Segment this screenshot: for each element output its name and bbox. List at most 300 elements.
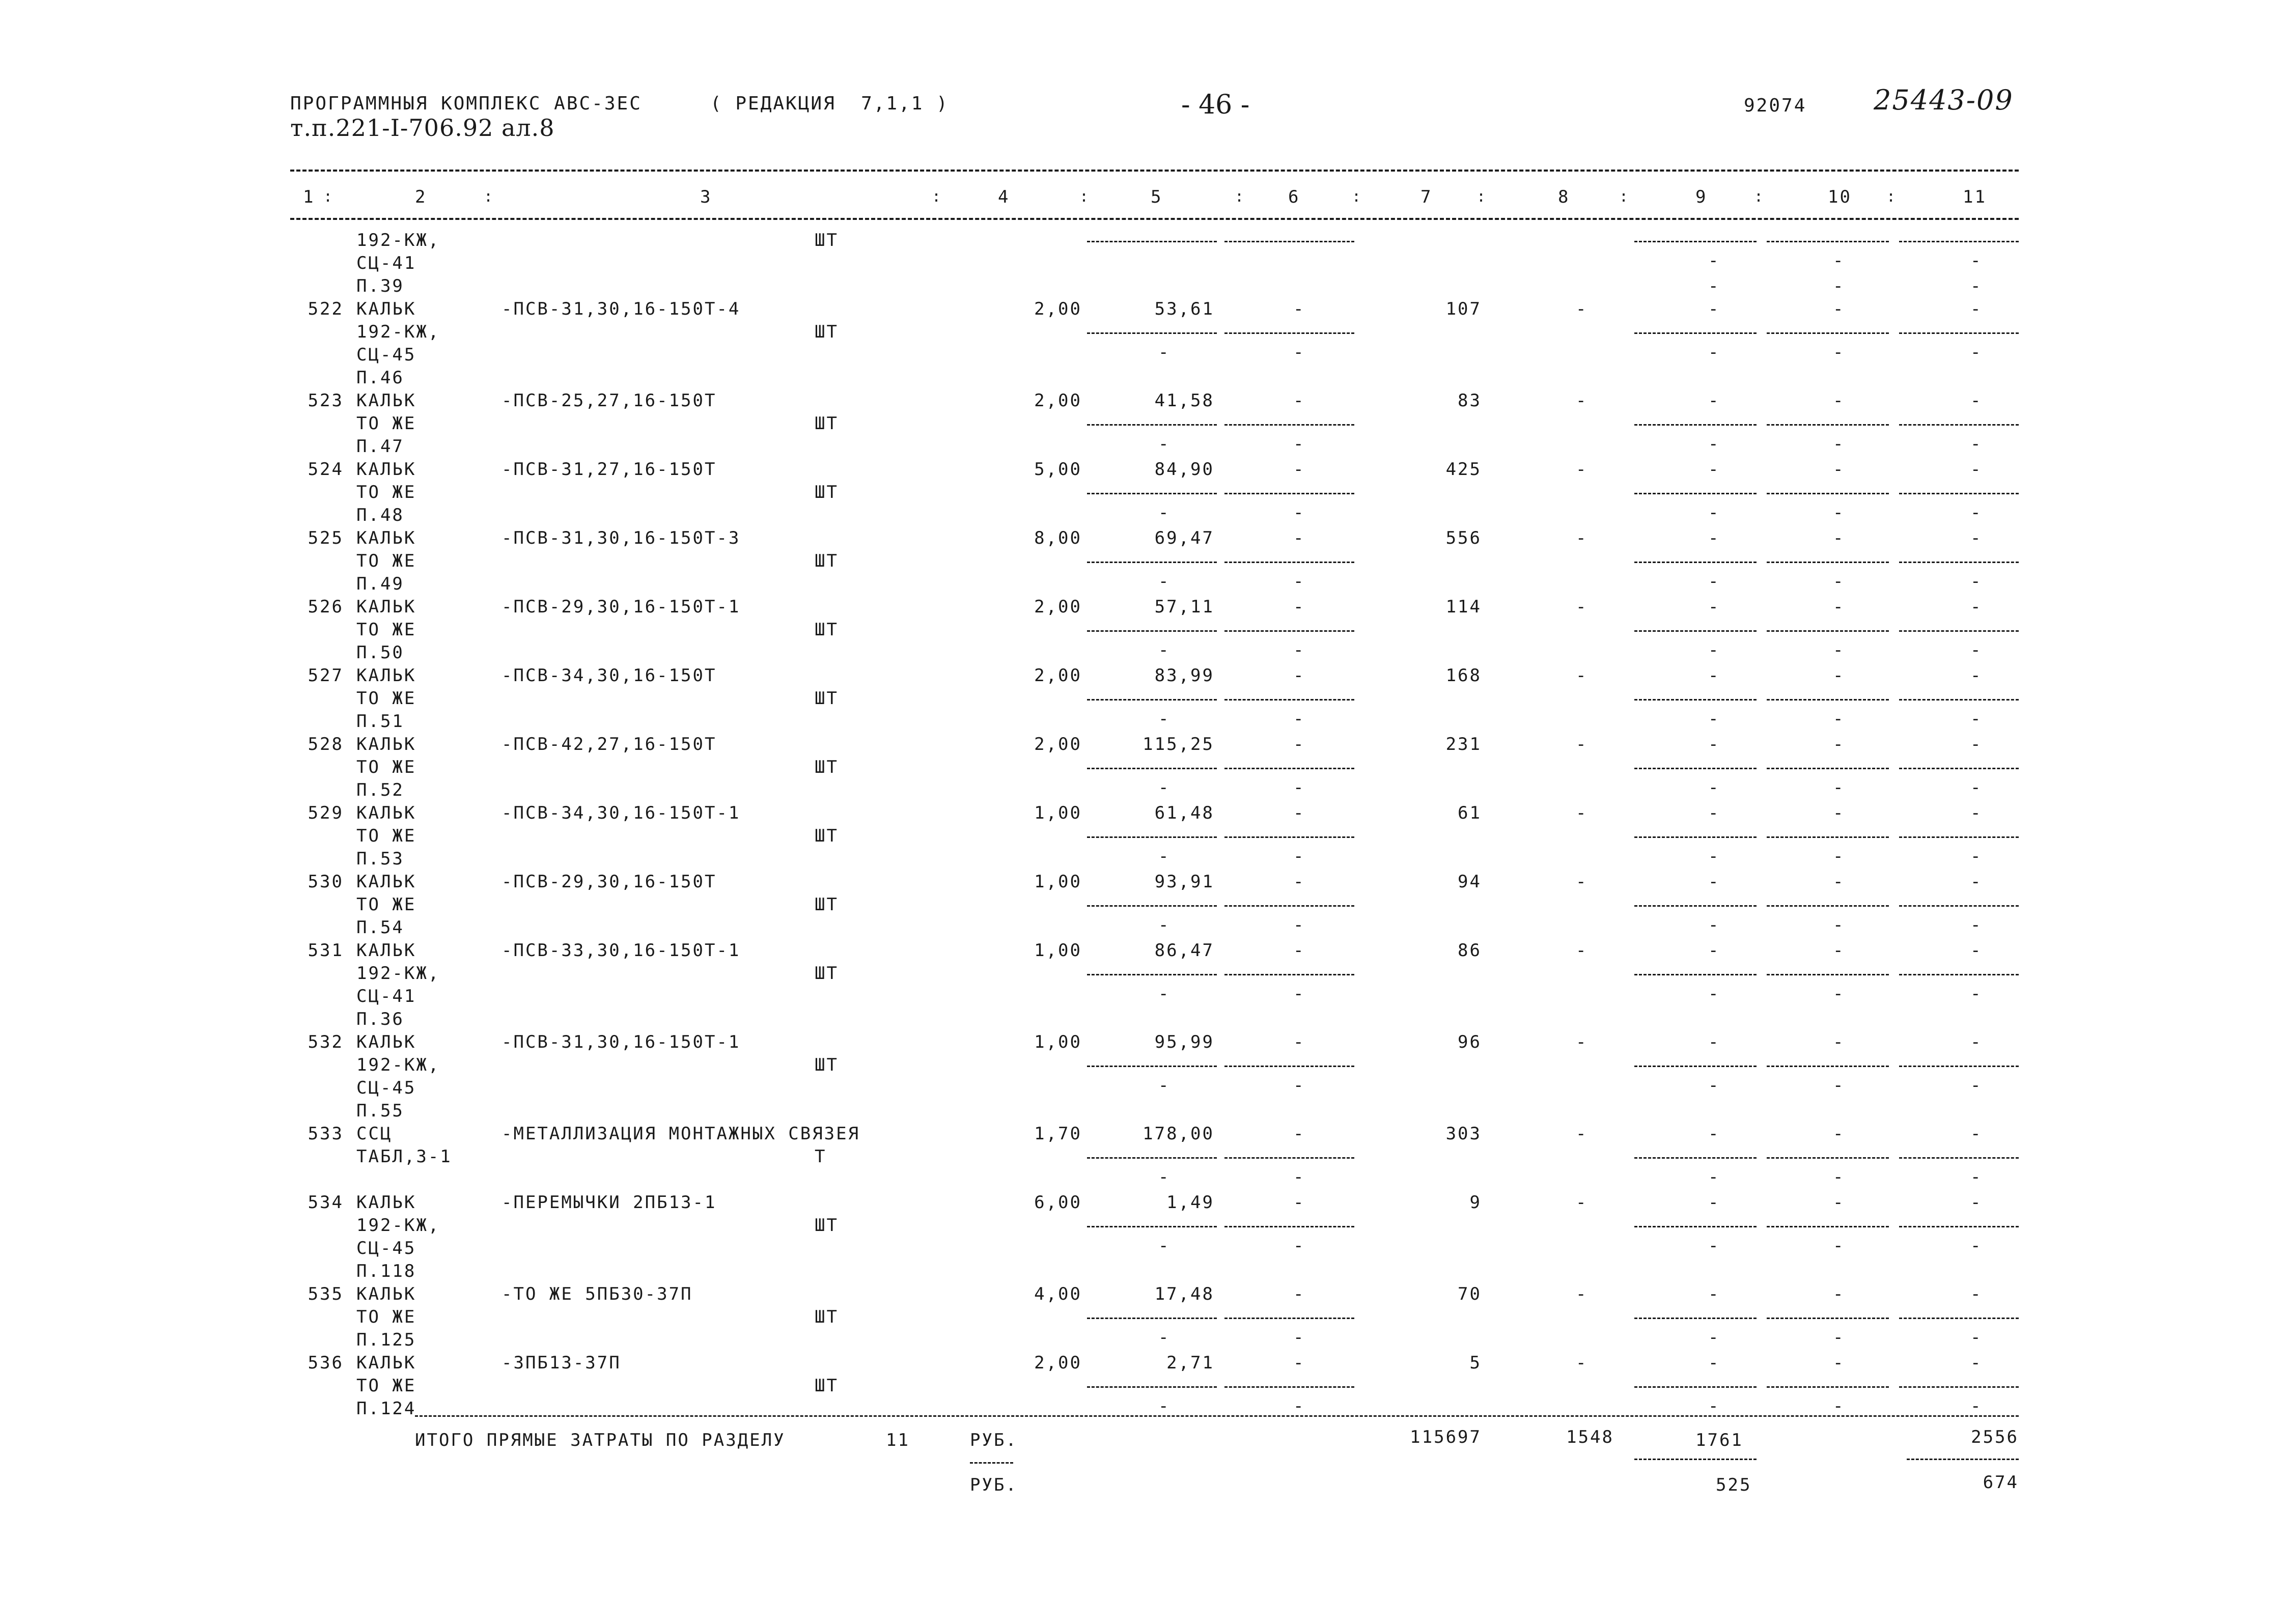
cell-rule — [1634, 905, 1757, 907]
row-sub-col10: - — [1833, 571, 1845, 592]
row-sub-col6: - — [1293, 1075, 1305, 1096]
row-col9: - — [1708, 940, 1720, 961]
cell-rule — [1087, 836, 1217, 838]
row-unit-price: 86,47 — [1154, 940, 1214, 961]
row-col11: - — [1970, 1284, 1983, 1304]
row-unit: ШТ — [815, 1376, 839, 1396]
row-col9: - — [1708, 528, 1720, 548]
row-unit-price: 83,99 — [1154, 665, 1214, 686]
row-quantity: 2,00 — [1034, 597, 1082, 617]
column-header: 8 — [1558, 187, 1570, 207]
cell-rule — [1899, 1066, 2019, 1067]
row-sub-col5: - — [1158, 846, 1171, 866]
row-description: -ПСВ-31,30,16-150Т-1 — [501, 1032, 741, 1052]
column-header: 1 — [303, 187, 315, 207]
column-separator: : — [1352, 188, 1363, 206]
row-quantity: 1,00 — [1034, 940, 1082, 961]
row-unit: ШТ — [815, 963, 839, 984]
row-description: -3ПБ13-37П — [501, 1353, 621, 1373]
cell-rule — [1767, 1386, 1889, 1388]
row-total: 9 — [1469, 1192, 1482, 1213]
row-sub-col10: - — [1833, 777, 1845, 798]
row-sub-col9: - — [1708, 434, 1720, 454]
row-quantity: 1,00 — [1034, 803, 1082, 823]
cell-rule — [1767, 332, 1889, 334]
row-col6: - — [1293, 299, 1305, 319]
row-col10: - — [1833, 665, 1845, 686]
row-col9: - — [1708, 665, 1720, 686]
row-col10: - — [1833, 734, 1845, 754]
cell-rule — [1899, 241, 2019, 242]
row-description: -ПСВ-29,30,16-150Т — [501, 872, 717, 892]
row-col11: - — [1970, 665, 1983, 686]
row-sub-col9: - — [1708, 1075, 1720, 1096]
row-col11: - — [1970, 940, 1983, 961]
cell-rule — [1087, 1386, 1217, 1388]
cell-rule — [1767, 1157, 1889, 1159]
row-col9: - — [1708, 1353, 1720, 1373]
total-section-number: 11 — [886, 1430, 910, 1450]
row-col9: - — [1708, 803, 1720, 823]
row-description: -ПСВ-31,27,16-150Т — [501, 459, 717, 480]
cell-rule — [1767, 424, 1889, 426]
row-sub-col11: - — [1970, 915, 1983, 935]
row-total: 303 — [1445, 1124, 1482, 1144]
row-code-line: КАЛЬК — [356, 1032, 416, 1052]
cell-rule — [1767, 1318, 1889, 1319]
row-quantity: 2,00 — [1034, 390, 1082, 411]
total-label: ИТОГО ПРЯМЫЕ ЗАТРАТЫ ПО РАЗДЕЛУ — [415, 1430, 786, 1450]
cell-rule — [1899, 562, 2019, 563]
row-quantity: 1,00 — [1034, 872, 1082, 892]
cell-rule — [1899, 905, 2019, 907]
row-description: -ПСВ-25,27,16-150Т — [501, 390, 717, 411]
doc-code: 92074 — [1744, 95, 1807, 116]
row-number: 536 — [308, 1353, 344, 1373]
row-col6: - — [1293, 1353, 1305, 1373]
row-quantity: 4,00 — [1034, 1284, 1082, 1304]
row-sub-col10: - — [1833, 984, 1845, 1004]
row-code-line: ССЦ — [356, 1124, 393, 1144]
column-header: 3 — [700, 187, 712, 207]
column-separator: : — [1235, 188, 1246, 206]
row-col11: - — [1970, 459, 1983, 480]
row-total: 231 — [1445, 734, 1482, 754]
row-sub-col10: - — [1833, 915, 1845, 935]
row-col6: - — [1293, 940, 1305, 961]
row-col11: - — [1970, 734, 1983, 754]
row-number: 534 — [308, 1192, 344, 1213]
row-description: -МЕТАЛЛИЗАЦИЯ МОНТАЖНЫХ СВЯЗЕЯ — [501, 1124, 860, 1144]
row-number: 535 — [308, 1284, 344, 1304]
row-description: -ПСВ-34,30,16-150Т — [501, 665, 717, 686]
column-header: 7 — [1420, 187, 1433, 207]
row-col10: - — [1833, 1032, 1845, 1052]
row-sub-col9: - — [1708, 640, 1720, 660]
row-unit-price: 93,91 — [1154, 872, 1214, 892]
row-col8: - — [1576, 1124, 1588, 1144]
row-col10: - — [1833, 276, 1845, 296]
row-sub-col5: - — [1158, 434, 1171, 454]
row-sub-col5: - — [1158, 984, 1171, 1004]
cell-rule — [1899, 974, 2019, 975]
row-sub-col9: - — [1708, 1327, 1720, 1348]
row-number: 530 — [308, 872, 344, 892]
row-code-line: КАЛЬК — [356, 1192, 416, 1213]
row-code-line: КАЛЬК — [356, 940, 416, 961]
row-total: 94 — [1458, 872, 1482, 892]
cell-rule — [1899, 699, 2019, 701]
row-code-line: П.124 — [356, 1398, 416, 1419]
cell-rule — [1634, 332, 1757, 334]
row-col8: - — [1576, 459, 1588, 480]
cell-rule — [1224, 630, 1354, 632]
cell-rule — [1634, 1226, 1757, 1227]
row-col6: - — [1293, 872, 1305, 892]
row-sub-col6: - — [1293, 1167, 1305, 1187]
row-code-line: ТО ЖЕ — [356, 1376, 416, 1396]
row-code-line: СЦ-45 — [356, 1238, 416, 1258]
cell-rule — [1634, 493, 1757, 494]
cell-rule — [1224, 699, 1354, 701]
row-col11: - — [1970, 528, 1983, 548]
row-total: 107 — [1445, 299, 1482, 319]
cell-rule — [1634, 836, 1757, 838]
row-col9: - — [1708, 1284, 1720, 1304]
column-header: 11 — [1963, 187, 1987, 207]
cell-rule — [1224, 562, 1354, 563]
row-quantity: 5,00 — [1034, 459, 1082, 480]
row-sub-col6: - — [1293, 846, 1305, 866]
row-description: -ПСВ-42,27,16-150Т — [501, 734, 717, 754]
row-code-line: КАЛЬК — [356, 390, 416, 411]
row-sub-col11: - — [1970, 846, 1983, 866]
cell-rule — [1634, 562, 1757, 563]
row-col11: - — [1970, 1192, 1983, 1213]
cell-rule — [1634, 630, 1757, 632]
row-unit: ШТ — [815, 551, 839, 571]
row-unit-price: 61,48 — [1154, 803, 1214, 823]
row-code-line: ТО ЖЕ — [356, 551, 416, 571]
row-code-line: КАЛЬК — [356, 1284, 416, 1304]
row-col8: - — [1576, 1192, 1588, 1213]
row-col9: - — [1708, 390, 1720, 411]
cell-rule — [1634, 241, 1757, 242]
row-sub-col5: - — [1158, 640, 1171, 660]
row-code-line: П.48 — [356, 505, 404, 525]
row-sub-col11: - — [1970, 1396, 1983, 1416]
cell-rule — [1767, 562, 1889, 563]
cell-rule — [1899, 630, 2019, 632]
row-unit-price: 57,11 — [1154, 597, 1214, 617]
row-unit: ШТ — [815, 757, 839, 777]
cell-rule — [1087, 1226, 1217, 1227]
row-sub-col11: - — [1970, 1075, 1983, 1096]
column-header: 9 — [1695, 187, 1708, 207]
row-sub-col5: - — [1158, 1236, 1171, 1256]
row-code-line: 192-КЖ, — [356, 1215, 440, 1236]
column-separator: : — [1476, 188, 1488, 206]
row-sub-col6: - — [1293, 571, 1305, 592]
cell-rule — [1224, 1066, 1354, 1067]
column-header: 5 — [1151, 187, 1163, 207]
row-code-line: КАЛЬК — [356, 528, 416, 548]
row-code-line: 192-КЖ, — [356, 1055, 440, 1075]
cell-rule — [1224, 1386, 1354, 1388]
row-sub-col9: - — [1708, 1167, 1720, 1187]
row-unit-price: 95,99 — [1154, 1032, 1214, 1052]
row-total: 61 — [1458, 803, 1482, 823]
row-code-line: ТО ЖЕ — [356, 1307, 416, 1327]
row-sub-col10: - — [1833, 640, 1845, 660]
row-col11: - — [1970, 803, 1983, 823]
row-number: 523 — [308, 390, 344, 411]
row-col10: - — [1833, 1284, 1845, 1304]
row-code-line: П.39 — [356, 276, 404, 296]
column-separator: : — [1079, 188, 1091, 206]
row-col8: - — [1576, 390, 1588, 411]
row-code-line: СЦ-45 — [356, 1078, 416, 1098]
row-col10: - — [1833, 299, 1845, 319]
row-sub-col9: - — [1708, 709, 1720, 729]
row-col9: - — [1708, 276, 1720, 296]
row-number: 528 — [308, 734, 344, 754]
row-quantity: 2,00 — [1034, 734, 1082, 754]
row-unit-price: 17,48 — [1154, 1284, 1214, 1304]
row-col6: - — [1293, 459, 1305, 480]
row-col11: - — [1970, 597, 1983, 617]
col11-rule — [1907, 1459, 2019, 1460]
row-description: -ПЕРЕМЫЧКИ 2ПБ13-1 — [501, 1192, 717, 1213]
row-col9: - — [1708, 1124, 1720, 1144]
row-unit-price: 84,90 — [1154, 459, 1214, 480]
cell-rule — [1899, 1157, 2019, 1159]
cell-rule — [1634, 974, 1757, 975]
cell-rule — [1899, 493, 2019, 494]
row-sub-col6: - — [1293, 1327, 1305, 1348]
row-col9: - — [1708, 1032, 1720, 1052]
row-code-line: П.51 — [356, 711, 404, 732]
row-unit-price: 178,00 — [1142, 1124, 1214, 1144]
row-code-line: 192-КЖ, — [356, 230, 440, 250]
cell-rule — [1634, 424, 1757, 426]
row-sub-col11: - — [1970, 1236, 1983, 1256]
cell-rule — [1899, 1386, 2019, 1388]
row-quantity: 6,00 — [1034, 1192, 1082, 1213]
cell-rule — [1224, 974, 1354, 975]
row-col10: - — [1833, 1124, 1845, 1144]
row-col9: - — [1708, 459, 1720, 480]
row-col6: - — [1293, 1124, 1305, 1144]
row-code-line: ТО ЖЕ — [356, 688, 416, 709]
row-col10: - — [1833, 528, 1845, 548]
row-col6: - — [1293, 528, 1305, 548]
row-code-line: КАЛЬК — [356, 597, 416, 617]
row-col11: - — [1970, 1353, 1983, 1373]
row-unit-price: 53,61 — [1154, 299, 1214, 319]
cell-rule — [1767, 905, 1889, 907]
row-col10: - — [1833, 1192, 1845, 1213]
row-number: 524 — [308, 459, 344, 480]
row-col9: - — [1708, 1192, 1720, 1213]
table-header-rule — [290, 218, 2019, 220]
row-sub-col11: - — [1970, 640, 1983, 660]
row-unit-price: 41,58 — [1154, 390, 1214, 411]
row-unit: ШТ — [815, 322, 839, 342]
row-sub-col11: - — [1970, 250, 1983, 271]
row-code-line: ТО ЖЕ — [356, 620, 416, 640]
row-total: 83 — [1458, 390, 1482, 411]
row-sub-col9: - — [1708, 571, 1720, 592]
cell-rule — [1767, 493, 1889, 494]
cell-rule — [1899, 1226, 2019, 1227]
cell-rule — [1899, 424, 2019, 426]
row-col9: - — [1708, 734, 1720, 754]
row-sub-col10: - — [1833, 1396, 1845, 1416]
row-col6: - — [1293, 734, 1305, 754]
total-col8: 1548 — [1566, 1427, 1614, 1447]
total-col11: 2556 — [1971, 1427, 2019, 1447]
row-col9: - — [1708, 872, 1720, 892]
row-code-line: ТО ЖЕ — [356, 826, 416, 846]
row-sub-col9: - — [1708, 777, 1720, 798]
row-number: 526 — [308, 597, 344, 617]
row-sub-col11: - — [1970, 709, 1983, 729]
row-number: 531 — [308, 940, 344, 961]
row-quantity: 1,00 — [1034, 1032, 1082, 1052]
row-code-line: П.55 — [356, 1101, 404, 1121]
row-code-line: ТО ЖЕ — [356, 482, 416, 502]
row-sub-col9: - — [1708, 1236, 1720, 1256]
row-unit: ШТ — [815, 1215, 839, 1236]
row-code-line: П.118 — [356, 1261, 416, 1281]
row-sub-col11: - — [1970, 1327, 1983, 1348]
cell-rule — [1767, 768, 1889, 769]
row-col9: - — [1708, 299, 1720, 319]
row-sub-col6: - — [1293, 984, 1305, 1004]
row-sub-col11: - — [1970, 342, 1983, 362]
row-col10: - — [1833, 459, 1845, 480]
row-number: 522 — [308, 299, 344, 319]
cell-rule — [1087, 332, 1217, 334]
row-col10: - — [1833, 1353, 1845, 1373]
cell-rule — [1899, 768, 2019, 769]
row-sub-col6: - — [1293, 434, 1305, 454]
row-code-line: ТО ЖЕ — [356, 894, 416, 915]
row-col6: - — [1293, 1032, 1305, 1052]
cell-rule — [1767, 1066, 1889, 1067]
row-sub-col11: - — [1970, 434, 1983, 454]
row-description: -ПСВ-31,30,16-150Т-4 — [501, 299, 741, 319]
cell-rule — [1087, 424, 1217, 426]
row-sub-col9: - — [1708, 984, 1720, 1004]
row-col8: - — [1576, 528, 1588, 548]
row-col6: - — [1293, 390, 1305, 411]
row-unit-price: 1,49 — [1166, 1192, 1214, 1213]
row-number: 532 — [308, 1032, 344, 1052]
cell-rule — [1634, 768, 1757, 769]
cell-rule — [1087, 699, 1217, 701]
row-col6: - — [1293, 1192, 1305, 1213]
row-code-line: 192-КЖ, — [356, 322, 440, 342]
row-unit-price: 69,47 — [1154, 528, 1214, 548]
row-col11: - — [1970, 276, 1983, 296]
row-sub-col10: - — [1833, 250, 1845, 271]
row-sub-col11: - — [1970, 777, 1983, 798]
row-col11: - — [1970, 299, 1983, 319]
row-code-line: КАЛЬК — [356, 459, 416, 480]
row-code-line: КАЛЬК — [356, 299, 416, 319]
row-description: -ПСВ-34,30,16-150Т-1 — [501, 803, 741, 823]
cell-rule — [1899, 1318, 2019, 1319]
row-quantity: 2,00 — [1034, 665, 1082, 686]
row-total: 168 — [1445, 665, 1482, 686]
column-separator: : — [932, 188, 943, 206]
row-total: 70 — [1458, 1284, 1482, 1304]
row-sub-col6: - — [1293, 1396, 1305, 1416]
row-sub-col6: - — [1293, 1236, 1305, 1256]
row-sub-col10: - — [1833, 1075, 1845, 1096]
row-sub-col11: - — [1970, 984, 1983, 1004]
cell-rule — [1767, 1226, 1889, 1227]
cell-rule — [1634, 1318, 1757, 1319]
column-separator: : — [1619, 188, 1630, 206]
row-sub-col10: - — [1833, 1236, 1845, 1256]
row-description: -ПСВ-29,30,16-150Т-1 — [501, 597, 741, 617]
column-header: 6 — [1288, 187, 1300, 207]
row-code-line: КАЛЬК — [356, 872, 416, 892]
cell-rule — [1087, 562, 1217, 563]
row-sub-col5: - — [1158, 502, 1171, 523]
row-col10: - — [1833, 803, 1845, 823]
row-code-line: П.47 — [356, 436, 404, 457]
cell-rule — [1087, 1157, 1217, 1159]
cell-rule — [1087, 630, 1217, 632]
row-code-line: П.50 — [356, 642, 404, 663]
row-col8: - — [1576, 803, 1588, 823]
column-separator: : — [323, 188, 335, 206]
total-col9-b: 525 — [1716, 1475, 1752, 1495]
row-unit-price: 2,71 — [1166, 1353, 1214, 1373]
row-code-line: П.53 — [356, 849, 404, 869]
row-quantity: 2,00 — [1034, 1353, 1082, 1373]
row-col11: - — [1970, 1032, 1983, 1052]
cell-rule — [1224, 424, 1354, 426]
row-col8: - — [1576, 940, 1588, 961]
cell-rule — [1767, 974, 1889, 975]
cell-rule — [1899, 836, 2019, 838]
row-code-line: 192-КЖ, — [356, 963, 440, 984]
row-sub-col10: - — [1833, 342, 1845, 362]
row-sub-col6: - — [1293, 777, 1305, 798]
row-sub-col6: - — [1293, 502, 1305, 523]
cell-rule — [1224, 836, 1354, 838]
total-currency-2: РУБ. — [970, 1475, 1018, 1495]
row-col8: - — [1576, 1353, 1588, 1373]
row-code-line: СЦ-45 — [356, 345, 416, 365]
cell-rule — [1224, 332, 1354, 334]
page-number: - 46 - — [1181, 90, 1250, 120]
row-sub-col11: - — [1970, 1167, 1983, 1187]
row-unit-price: 115,25 — [1142, 734, 1214, 754]
row-sub-col9: - — [1708, 1396, 1720, 1416]
cell-rule — [1767, 241, 1889, 242]
cell-rule — [1087, 974, 1217, 975]
row-col8: - — [1576, 872, 1588, 892]
row-unit: ШТ — [815, 620, 839, 640]
cell-rule — [1224, 493, 1354, 494]
table-top-rule — [290, 170, 2019, 172]
